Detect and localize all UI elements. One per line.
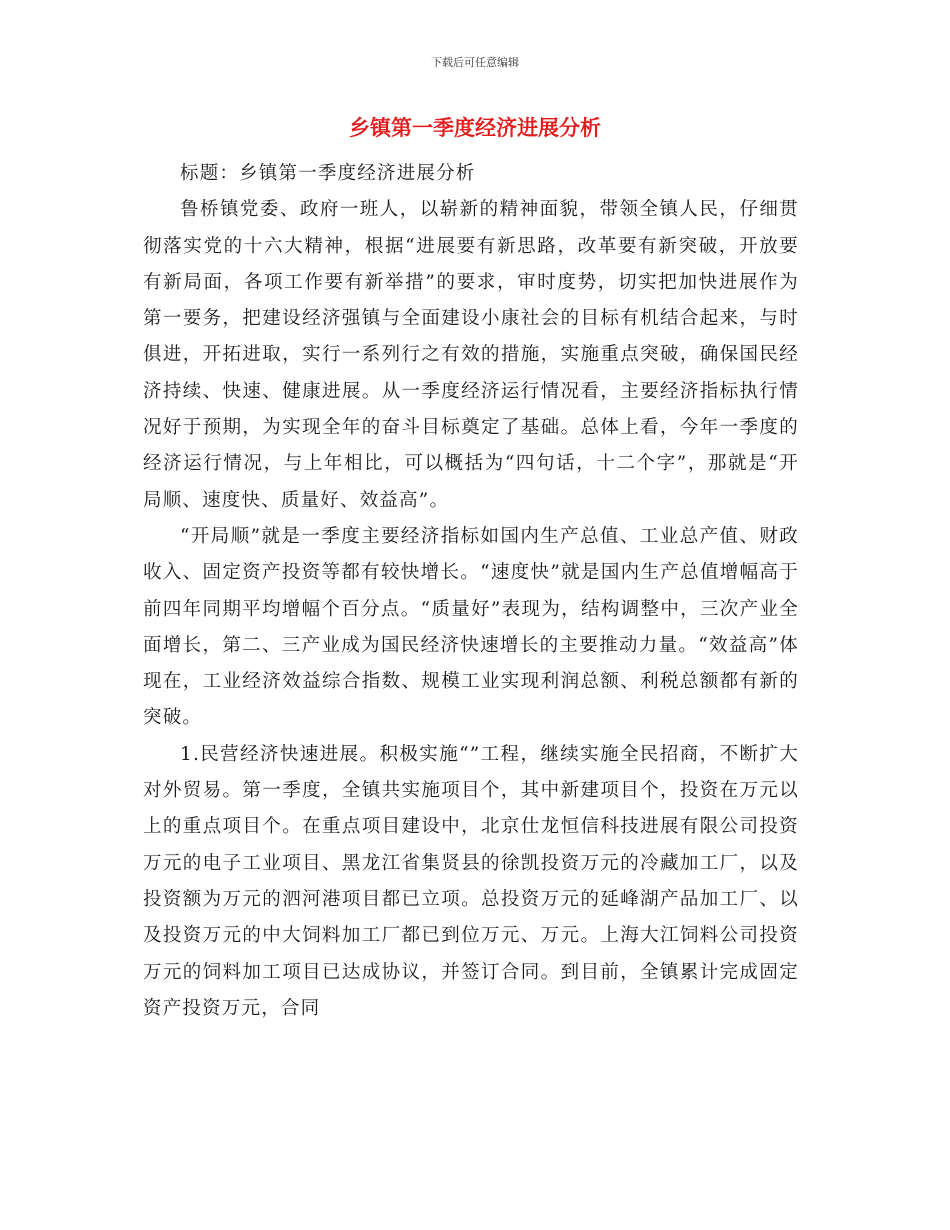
paragraph: “开局顺”就是一季度主要经济指标如国内生产总值、工业总产值、财政收入、固定资产投资等都有较快增长。“速度快”就是国内生产总值增幅高于前四年同期平均增幅个百分点。“质量好”表现为，结构调整中，三次产业全面增长，第二、三产业成为国民经济快速增长的主要推动力量。“效益高”体现在，工业经济效益综合指数、规模工业实现利润总额、利税总额都有新的突破。 [143, 525, 799, 729]
document-title: 乡镇第一季度经济进展分析 [349, 116, 601, 140]
page-header-note: 下载后可任意编辑 [431, 56, 519, 69]
paragraph-heading: 标题：乡镇第一季度经济进展分析 [180, 163, 476, 184]
paragraph: 鲁桥镇党委、政府一班人，以崭新的精神面貌，带领全镇人民，仔细贯彻落实党的十六大精神，根据“进展要有新思路，改革要有新突破，开放要有新局面，各项工作要有新举措”的要求，审时度势，切实把加快进展作为第一要务，把建设经济强镇与全面建设小康社会的目标有机结合起来，与时俱进，开拓进取，实行一系列行之有效的措施，实施重点突破，确保国民经济持续、快速、健康进展。从一季度经济运行情况看，主要经济指标执行情况好于预期，为实现全年的奋斗目标奠定了基础。总体上看，今年一季度的经济运行情况，与上年相比，可以概括为“四句话，十二个字”，那就是“开局顺、速度快、质量好、效益高”。 [143, 199, 799, 511]
paragraph: 1.民营经济快速进展。积极实施“”工程，继续实施全民招商，不断扩大对外贸易。第一季度，全镇共实施项目个，其中新建项目个，投资在万元以上的重点项目个。在重点项目建设中，北京仕龙恒信科技进展有限公司投资万元的电子工业项目、黑龙江省集贤县的徐凯投资万元的冷藏加工厂，以及投资额为万元的泗河港项目都已立项。总投资万元的延峰湖产品加工厂、以及投资万元的中大饲料加工厂都已到位万元、万元。上海大江饲料公司投资万元的饲料加工项目已达成协议，并签订合同。到目前，全镇累计完成固定资产投资万元，合同 [143, 743, 799, 1019]
document-body [143, 156, 799, 1027]
